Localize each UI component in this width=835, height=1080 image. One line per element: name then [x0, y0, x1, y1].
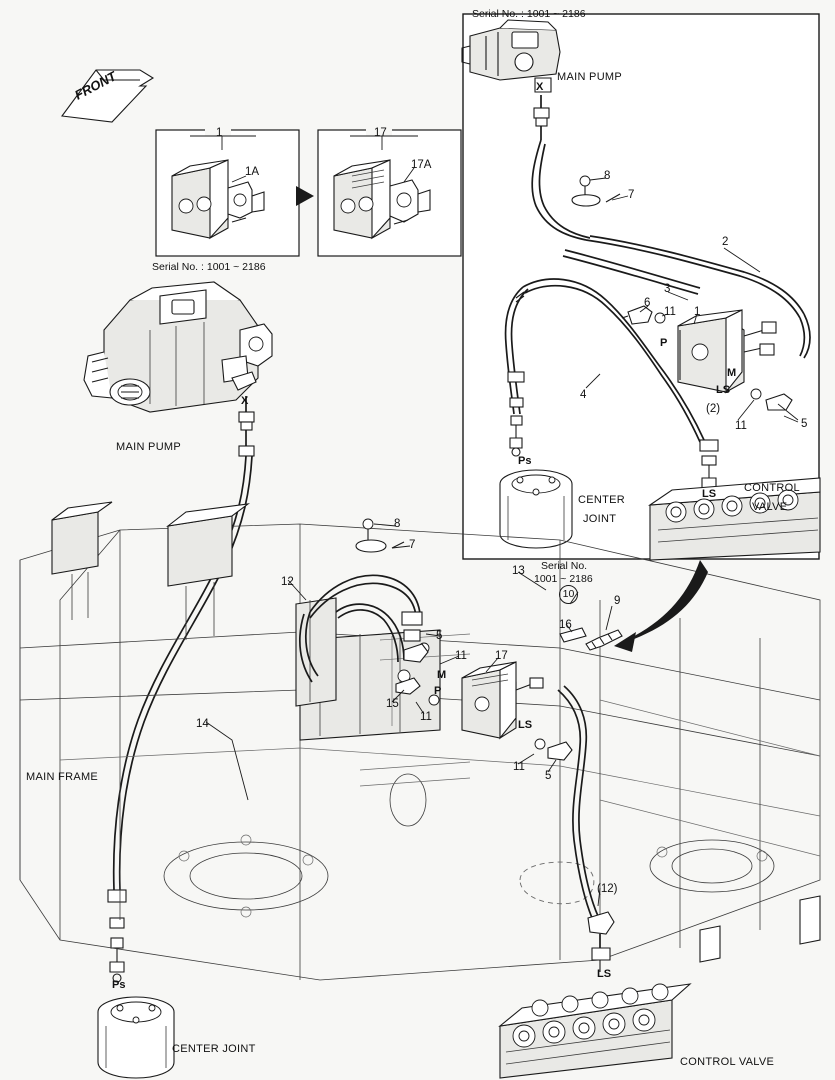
- main-pump-left: [84, 282, 272, 412]
- port-m-mid: M: [437, 669, 447, 681]
- callout-number: 8: [394, 518, 401, 530]
- callout-number: 5: [545, 770, 552, 782]
- inset-left-item-number: 1: [216, 127, 223, 139]
- inset-right-sub-number: 17A: [411, 159, 432, 171]
- bottom-ls-fitting: [588, 912, 614, 972]
- callout-number: 11: [455, 650, 467, 662]
- caption-control-valve-inset-2: VALVE: [752, 501, 788, 513]
- inset-left-sub-number: 1A: [245, 166, 260, 178]
- callout-number: 14: [196, 718, 209, 730]
- port-p-inset: P: [660, 337, 668, 349]
- callout-number: 11: [664, 306, 676, 318]
- callout-number: 11: [513, 761, 525, 773]
- caption-center-joint-inset-1: CENTER: [578, 494, 626, 506]
- callout-number: 7: [628, 189, 635, 201]
- port-ls-bottom: LS: [597, 968, 612, 980]
- port-x-top: X: [536, 81, 544, 93]
- caption-main-pump-left: MAIN PUMP: [116, 441, 182, 453]
- callout-number: 15: [386, 698, 399, 710]
- callout-number: 5: [801, 418, 808, 430]
- caption-main-frame: MAIN FRAME: [26, 771, 99, 783]
- inset-right-item-number: 17: [374, 127, 387, 139]
- callout-number: 7: [409, 539, 416, 551]
- front-arrow-label: FRONT: [72, 68, 119, 103]
- callout-number: (2): [706, 403, 721, 415]
- port-m-inset: M: [727, 367, 737, 379]
- port-p-mid: P: [434, 685, 442, 697]
- callout-number: 17: [495, 650, 508, 662]
- serial-mid-line2: 1001 ~ 2186: [534, 573, 593, 585]
- callout-number: 1: [694, 306, 701, 318]
- callout-number: 3: [664, 283, 671, 295]
- mid-valve-block: [462, 662, 572, 760]
- callout-number: (12): [597, 883, 618, 895]
- callout-number: 6: [644, 297, 651, 309]
- serial-mid-line1: Serial No.: [541, 560, 588, 572]
- callout-number: 5: [436, 630, 443, 642]
- callout-number: 11: [420, 711, 432, 723]
- callout-number: 12: [281, 576, 294, 588]
- callout-number: 16: [559, 619, 572, 631]
- serial-inset-left: Serial No. : 1001 ~ 2186: [152, 261, 266, 273]
- circled-item-10: 10: [559, 585, 578, 604]
- caption-center-joint-inset-2: JOINT: [583, 513, 617, 525]
- bottom-center-joint: [98, 997, 174, 1078]
- callout-number: 4: [580, 389, 587, 401]
- item-9-bolt: [586, 606, 622, 650]
- bottom-ps-fitting: [108, 890, 126, 982]
- caption-main-pump-top: MAIN PUMP: [557, 71, 623, 83]
- port-ps-inset: Ps: [518, 455, 532, 467]
- caption-control-valve-bottom: CONTROL VALVE: [680, 1056, 775, 1068]
- bottom-control-valve: [500, 984, 690, 1078]
- caption-center-joint-bottom: CENTER JOINT: [172, 1043, 256, 1055]
- port-ps-bottom: Ps: [112, 979, 126, 991]
- port-ls-inset-valve: LS: [702, 488, 717, 500]
- serial-top-right: Serial No. : 1001 ~ 2186: [472, 8, 586, 20]
- callout-number: 11: [735, 420, 747, 432]
- callout-number: 13: [512, 565, 525, 577]
- port-ls-inset-block: LS: [716, 384, 731, 396]
- caption-control-valve-inset-1: CONTROL: [744, 482, 800, 494]
- callout-number: 8: [604, 170, 611, 182]
- inset-ls-fitting: [700, 440, 718, 488]
- inset-center-joint: [500, 470, 572, 548]
- inset-boxes-item1-item17: [156, 124, 461, 256]
- inset-panel-top-right: [462, 14, 820, 560]
- port-x-left: X: [241, 395, 249, 407]
- callout-number: 9: [614, 595, 621, 607]
- port-ls-mid: LS: [518, 719, 533, 731]
- transition-arrow-icon: [296, 186, 314, 206]
- callout-number: 2: [722, 236, 729, 248]
